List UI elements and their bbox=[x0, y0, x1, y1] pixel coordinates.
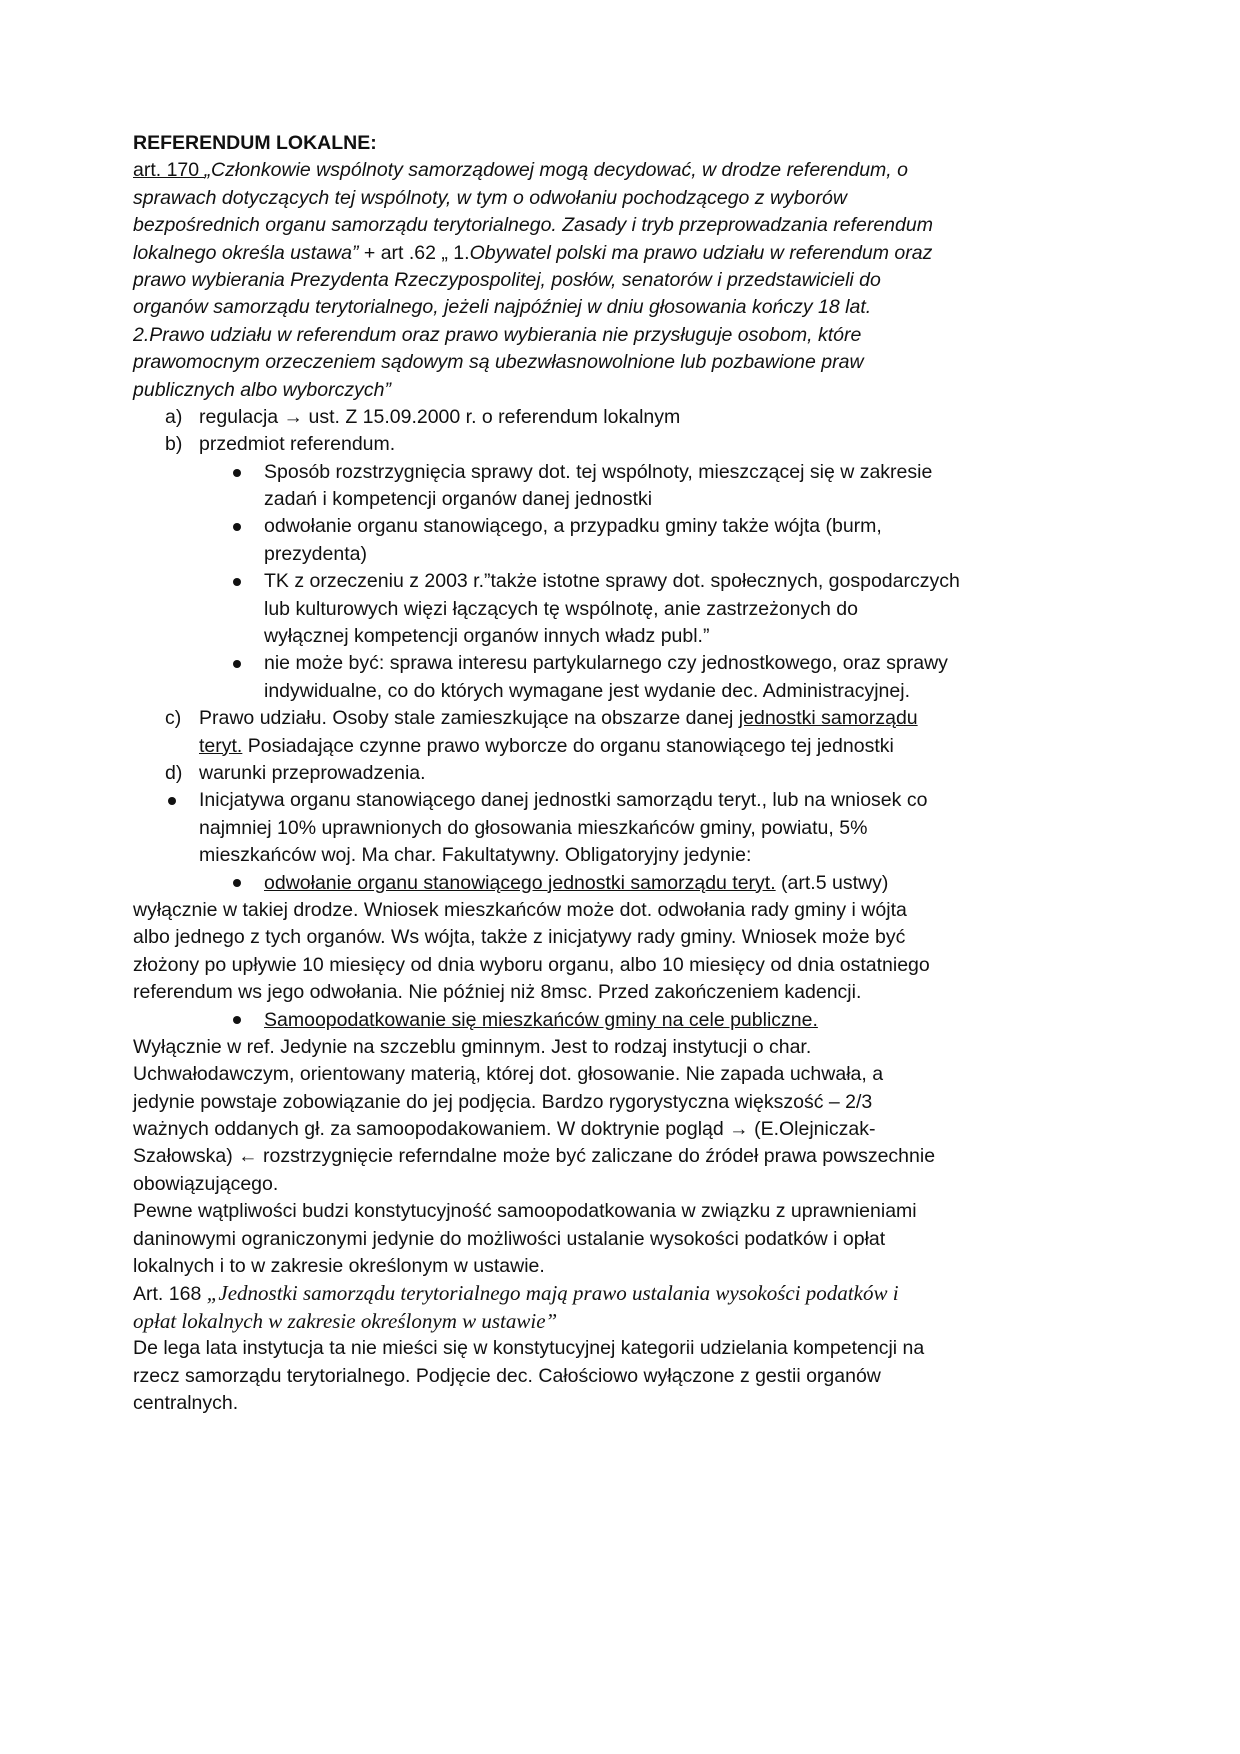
text-segment: lokalnych i to w zakresie określonym w ustawie. bbox=[133, 1255, 545, 1278]
text-line bbox=[0, 1089, 1240, 1116]
text-segment: Szałowska) ← rozstrzygnięcie referndalne może być zaliczane do źródeł prawa powszechnie bbox=[133, 1145, 936, 1168]
text-segment: odwołanie organu stanowiącego, a przypadku gminy także wójta (burm, bbox=[264, 515, 882, 538]
text-segment: mieszkańców woj. Ma char. Fakultatywny. Obligatoryjny jedynie: bbox=[199, 844, 752, 867]
text-line bbox=[0, 404, 1240, 431]
list-marker: d) bbox=[165, 761, 183, 784]
line-text bbox=[264, 541, 367, 568]
text-segment: daninowymi ograniczonymi jedynie do możliwości ustalanie wysokości podatków i opłat bbox=[133, 1227, 886, 1250]
text-line bbox=[0, 924, 1240, 951]
line-text bbox=[133, 185, 847, 212]
underlined-text: Samoopodatkowanie się mieszkańców gminy na cele publiczne. bbox=[264, 1008, 818, 1031]
text-segment: prezydenta) bbox=[264, 542, 367, 565]
list-marker: b) bbox=[165, 433, 183, 456]
text-segment: TK z orzeczeniu z 2003 r.”także istotne sprawy dot. społecznych, gospodarczych bbox=[264, 570, 960, 593]
text-segment: warunki przeprowadzenia. bbox=[199, 761, 426, 784]
text-line bbox=[0, 1226, 1240, 1253]
bullet-icon bbox=[233, 459, 241, 486]
text-segment: Prawo udziału. Osoby stale zamieszkujące na obszarze danej bbox=[199, 707, 739, 730]
line-text bbox=[264, 1007, 818, 1034]
underlined-text: jednostki samorządu bbox=[738, 707, 918, 730]
text-segment: albo jednego z tych organów. Ws wójta, także z inicjatywy rady gminy. Wniosek może być bbox=[133, 926, 906, 949]
line-text bbox=[199, 733, 894, 760]
bullet-icon bbox=[233, 650, 241, 677]
line-text bbox=[133, 1335, 924, 1362]
text-segment: organów samorządu terytorialnego, jeżeli najpóźniej w dniu głosowania kończy 18 lat. bbox=[133, 296, 872, 319]
text-line bbox=[0, 1253, 1240, 1280]
text-segment: Posiadające czynne prawo wyborcze do organu stanowiącego tej jednostki bbox=[242, 734, 894, 757]
bullet-icon bbox=[233, 1007, 241, 1034]
line-text bbox=[133, 1198, 917, 1225]
line-text bbox=[133, 1253, 545, 1280]
line-text bbox=[133, 267, 881, 294]
text-line bbox=[0, 650, 1240, 677]
text-line bbox=[0, 322, 1240, 349]
text-line bbox=[0, 377, 1240, 404]
bullet-icon bbox=[233, 513, 241, 540]
text-segment: ważnych oddanych gł. za samoopodakowaniem. W doktrynie pogląd → (E.Olejniczak- bbox=[133, 1118, 876, 1141]
text-line bbox=[0, 1390, 1240, 1417]
text-segment: zadań i kompetencji organów danej jednostki bbox=[264, 488, 653, 511]
text-line bbox=[0, 733, 1240, 760]
text-segment: wyłącznie w takiej drodze. Wniosek mieszkańców może dot. odwołania rady gminy i wójta bbox=[133, 898, 907, 921]
list-marker: c) bbox=[165, 707, 182, 730]
line-text bbox=[199, 787, 927, 814]
text-segment: + art .62 „ 1. bbox=[363, 241, 470, 264]
text-segment: Sposób rozstrzygnięcia sprawy dot. tej wspólnoty, mieszczącej się w zakresie bbox=[264, 460, 933, 483]
line-text bbox=[133, 1034, 811, 1061]
line-text bbox=[133, 130, 377, 157]
line-text bbox=[199, 760, 426, 787]
text-line bbox=[0, 1198, 1240, 1225]
line-text bbox=[133, 979, 861, 1006]
line-text bbox=[133, 322, 861, 349]
text-segment: sprawach dotyczących tej wspólnoty, w tym o odwołaniu pochodzącego z wyborów bbox=[133, 186, 847, 209]
line-text bbox=[264, 650, 948, 677]
line-text bbox=[264, 623, 709, 650]
text-segment: regulacja → ust. Z 15.09.2000 r. o referendum lokalnym bbox=[199, 405, 681, 428]
text-segment: bezpośrednich organu samorządu terytorialnego. Zasady i tryb przeprowadzania referendum bbox=[133, 214, 933, 237]
text-line bbox=[0, 1363, 1240, 1390]
line-text bbox=[133, 952, 930, 979]
text-segment: indywidualne, co do których wymagane jest wydanie dec. Administracyjnej. bbox=[264, 679, 910, 702]
text-line bbox=[0, 486, 1240, 513]
line-text bbox=[133, 349, 864, 376]
text-line bbox=[0, 349, 1240, 376]
line-text bbox=[133, 294, 871, 321]
text-segment: prawo wybierania Prezydenta Rzeczypospolitej, posłów, senatorów i przedstawicieli do bbox=[133, 268, 881, 291]
line-text bbox=[199, 404, 680, 431]
line-text bbox=[133, 377, 391, 404]
text-segment: Wyłącznie w ref. Jedynie na szczeblu gminnym. Jest to rodzaj instytucji o char. bbox=[133, 1035, 812, 1058]
text-segment: „Członkowie wspólnoty samorządowej mogą decydować, w drodze referendum, o bbox=[204, 159, 908, 182]
text-line bbox=[0, 1335, 1240, 1362]
text-line bbox=[0, 1143, 1240, 1170]
text-line bbox=[0, 787, 1240, 814]
line-text bbox=[264, 678, 910, 705]
text-line bbox=[0, 212, 1240, 239]
line-text bbox=[133, 1089, 872, 1116]
line-text bbox=[133, 1308, 557, 1336]
line-text bbox=[133, 924, 905, 951]
text-line bbox=[0, 815, 1240, 842]
text-segment: REFERENDUM LOKALNE: bbox=[133, 132, 377, 154]
text-segment: lub kulturowych więzi łączących tę wspólnotę, anie zastrzeżonych do bbox=[264, 597, 858, 620]
line-text bbox=[133, 1143, 935, 1170]
text-segment: przedmiot referendum. bbox=[199, 433, 396, 456]
line-text bbox=[264, 486, 652, 513]
text-segment: 2.Prawo udziału w referendum oraz prawo wybierania nie przysługuje osobom, które bbox=[133, 323, 862, 346]
bullet-icon bbox=[168, 787, 176, 814]
line-text bbox=[133, 240, 932, 267]
line-text bbox=[264, 513, 882, 540]
text-line bbox=[0, 842, 1240, 869]
text-line bbox=[0, 568, 1240, 595]
line-text bbox=[264, 596, 858, 623]
text-segment: obowiązującego. bbox=[133, 1172, 279, 1195]
text-segment: „Jednostki samorządu terytorialnego mają prawo ustalania wysokości podatków i bbox=[206, 1281, 899, 1306]
text-line bbox=[0, 1171, 1240, 1198]
text-line bbox=[0, 240, 1240, 267]
text-segment: najmniej 10% uprawnionych do głosowania mieszkańców gminy, powiatu, 5% bbox=[199, 816, 868, 839]
text-line bbox=[0, 459, 1240, 486]
text-line bbox=[0, 1061, 1240, 1088]
text-line bbox=[0, 1308, 1240, 1335]
text-line bbox=[0, 267, 1240, 294]
text-segment: referendum ws jego odwołania. Nie później niż 8msc. Przed zakończeniem kadencji. bbox=[133, 981, 862, 1004]
text-segment: publicznych albo wyborczych” bbox=[133, 378, 391, 401]
text-segment: Art. 168 bbox=[133, 1283, 207, 1306]
text-segment: De lega lata instytucja ta nie mieści się w konstytucyjnej kategorii udzielania kompetencji na bbox=[133, 1337, 925, 1360]
text-segment: Pewne wątpliwości budzi konstytucyjność samoopodatkowania w związku z uprawnieniami bbox=[133, 1200, 917, 1223]
line-text bbox=[133, 1171, 278, 1198]
text-line bbox=[0, 623, 1240, 650]
text-line bbox=[0, 596, 1240, 623]
list-marker: a) bbox=[165, 405, 183, 428]
line-text bbox=[133, 212, 933, 239]
line-text bbox=[133, 1061, 883, 1088]
line-text bbox=[133, 1390, 238, 1417]
text-segment: prawomocnym orzeczeniem sądowym są ubezwłasnowolnione lub pozbawione praw bbox=[133, 351, 864, 374]
line-text bbox=[199, 705, 918, 732]
text-line bbox=[0, 870, 1240, 897]
text-segment: Uchwałodawczym, orientowany materią, której dot. głosowanie. Nie zapada uchwała, a bbox=[133, 1063, 884, 1086]
text-line bbox=[0, 979, 1240, 1006]
text-line bbox=[0, 294, 1240, 321]
line-text bbox=[133, 1280, 899, 1308]
document-page bbox=[0, 130, 1240, 1417]
text-segment: złożony po upływie 10 miesięcy od dnia wyboru organu, albo 10 miesięcy od dnia ostatniego bbox=[133, 953, 930, 976]
text-line bbox=[0, 952, 1240, 979]
text-segment: jedynie powstaje zobowiązanie do jej podjęcia. Bardzo rygorystyczna większość – 2/3 bbox=[133, 1090, 873, 1113]
text-segment: lokalnego określa ustawa” bbox=[133, 241, 364, 264]
line-text bbox=[199, 842, 751, 869]
text-segment: rzecz samorządu terytorialnego. Podjęcie dec. Całościowo wyłączone z gestii organów bbox=[133, 1364, 881, 1387]
line-text bbox=[133, 1116, 875, 1143]
text-line bbox=[0, 513, 1240, 540]
text-line bbox=[0, 760, 1240, 787]
text-line bbox=[0, 1280, 1240, 1307]
text-line bbox=[0, 1116, 1240, 1143]
line-text bbox=[264, 568, 960, 595]
text-line bbox=[0, 678, 1240, 705]
text-line bbox=[0, 541, 1240, 568]
document-heading bbox=[0, 130, 1240, 157]
line-text bbox=[133, 1363, 881, 1390]
bullet-icon bbox=[233, 870, 241, 897]
text-line bbox=[0, 185, 1240, 212]
text-segment: Inicjatywa organu stanowiącego danej jednostki samorządu teryt., lub na wniosek co bbox=[199, 789, 928, 812]
line-text bbox=[133, 897, 907, 924]
line-text bbox=[264, 459, 932, 486]
text-line bbox=[0, 1007, 1240, 1034]
line-text bbox=[199, 431, 395, 458]
line-text bbox=[133, 157, 908, 184]
text-segment: (art.5 ustwy) bbox=[775, 871, 889, 894]
text-segment: Obywatel polski ma prawo udziału w referendum oraz bbox=[469, 241, 933, 264]
text-segment: wyłącznej kompetencji organów innych władz publ.” bbox=[264, 625, 710, 648]
text-segment: centralnych. bbox=[133, 1391, 239, 1414]
text-line bbox=[0, 705, 1240, 732]
line-text bbox=[133, 1226, 885, 1253]
text-segment: nie może być: sprawa interesu partykularnego czy jednostkowego, oraz sprawy bbox=[264, 652, 948, 675]
text-line bbox=[0, 157, 1240, 184]
underlined-text: teryt. bbox=[199, 734, 243, 757]
bullet-icon bbox=[233, 568, 241, 595]
text-segment: opłat lokalnych w zakresie określonym w ustawie” bbox=[133, 1308, 558, 1333]
text-line bbox=[0, 431, 1240, 458]
text-line bbox=[0, 897, 1240, 924]
text-line bbox=[0, 1034, 1240, 1061]
underlined-text: odwołanie organu stanowiącego jednostki samorządu teryt. bbox=[264, 871, 776, 894]
line-text bbox=[264, 870, 888, 897]
underlined-text: art. 170 bbox=[133, 159, 205, 182]
line-text bbox=[199, 815, 867, 842]
